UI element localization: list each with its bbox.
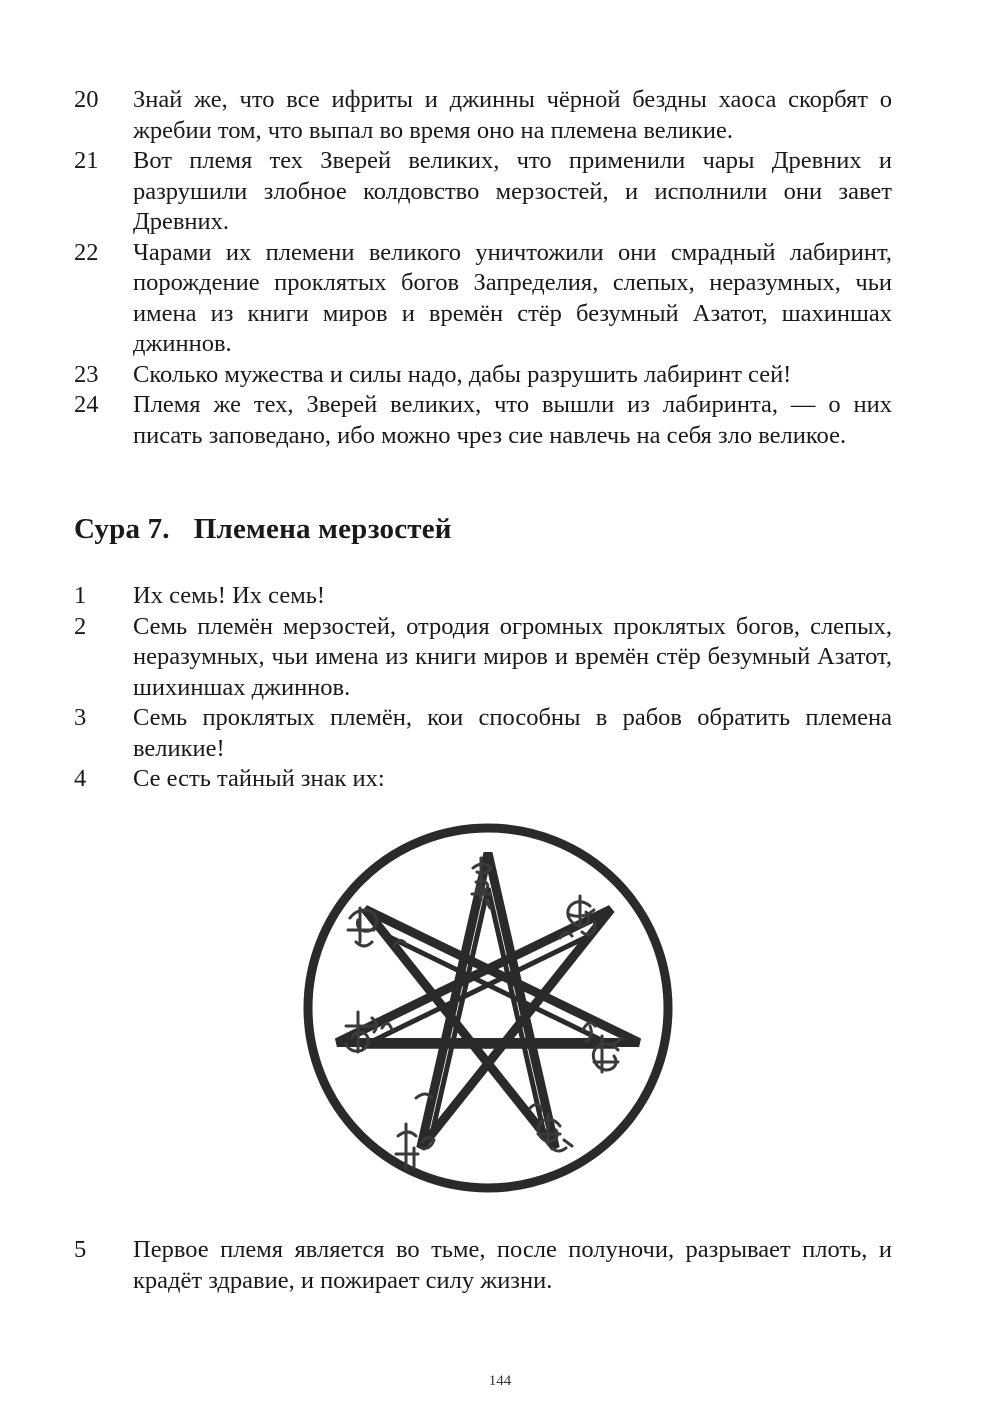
sura-heading bbox=[74, 513, 452, 546]
verse-text: Се есть тайный знак их: bbox=[133, 765, 385, 792]
verse-text: Чарами их племени великого уничтожили они смрадный лабиринт, порождение проклятых богов Запределия, слепых, неразумных, чьи имена из книги миров и времён стёр безумный Азатот, шахиншах джиннов. bbox=[133, 238, 892, 357]
verse-text: Семь племён мерзостей, отродия огромных проклятых богов, слепых, неразумных, чьи имена из книги миров и времён стёр безумный Азатот, шихиншах джиннов. bbox=[133, 612, 892, 701]
verse-text: Сколько мужества и силы надо, дабы разрушить лабиринт сей! bbox=[133, 360, 792, 388]
verse-text: Первое племя является во тьме, после полуночи, разрывает плоть, и крадёт здравие, и пожирает силу жизни. bbox=[133, 1236, 892, 1294]
verse-number: 21 bbox=[74, 147, 99, 174]
verse bbox=[74, 390, 892, 451]
page-number: 144 bbox=[488, 1373, 512, 1389]
verse bbox=[74, 703, 892, 764]
verse-number: 5 bbox=[74, 1236, 87, 1263]
verse-number: 4 bbox=[74, 765, 87, 792]
sura-number: Сура 7. bbox=[74, 513, 170, 545]
verse-text: Семь проклятых племён, кои способны в рабов обратить племена великие! bbox=[133, 704, 892, 762]
outer-ring bbox=[308, 828, 668, 1188]
verse-number: 22 bbox=[74, 238, 99, 266]
verse bbox=[74, 612, 892, 704]
verse bbox=[74, 764, 892, 795]
sura-title: Племена мерзостей bbox=[193, 513, 452, 545]
verses-top bbox=[74, 85, 892, 451]
heptagram-seal bbox=[298, 818, 678, 1198]
verse-number: 1 bbox=[74, 582, 87, 609]
verse-number: 2 bbox=[74, 612, 87, 640]
verse-text: Племя же тех, Зверей великих, что вышли из лабиринта, — о них писать заповедано, ибо можно чрез сие навлечь на себя зло великое. bbox=[133, 391, 892, 449]
verse-number: 20 bbox=[74, 86, 99, 113]
verse-number: 23 bbox=[74, 360, 99, 388]
verse bbox=[74, 1235, 892, 1296]
verse bbox=[74, 85, 892, 146]
verses-bottom bbox=[74, 1235, 892, 1296]
verse-number: 24 bbox=[74, 391, 99, 418]
verse bbox=[74, 581, 892, 612]
verse bbox=[74, 146, 892, 238]
verse-text: Знай же, что все ифриты и джинны чёрной бездны хаоса скорбят о жребии том, что выпал во время оно на племена великие. bbox=[133, 86, 892, 144]
verse bbox=[74, 360, 892, 391]
verses-mid bbox=[74, 581, 892, 795]
verse bbox=[74, 238, 892, 360]
verse-text: Вот племя тех Зверей великих, что применили чары Древних и разрушили злобное колдовство мерзостей, и исполнили они завет Древних. bbox=[133, 147, 892, 235]
verse-number: 3 bbox=[74, 704, 87, 731]
verse-text: Их семь! Их семь! bbox=[133, 582, 326, 609]
